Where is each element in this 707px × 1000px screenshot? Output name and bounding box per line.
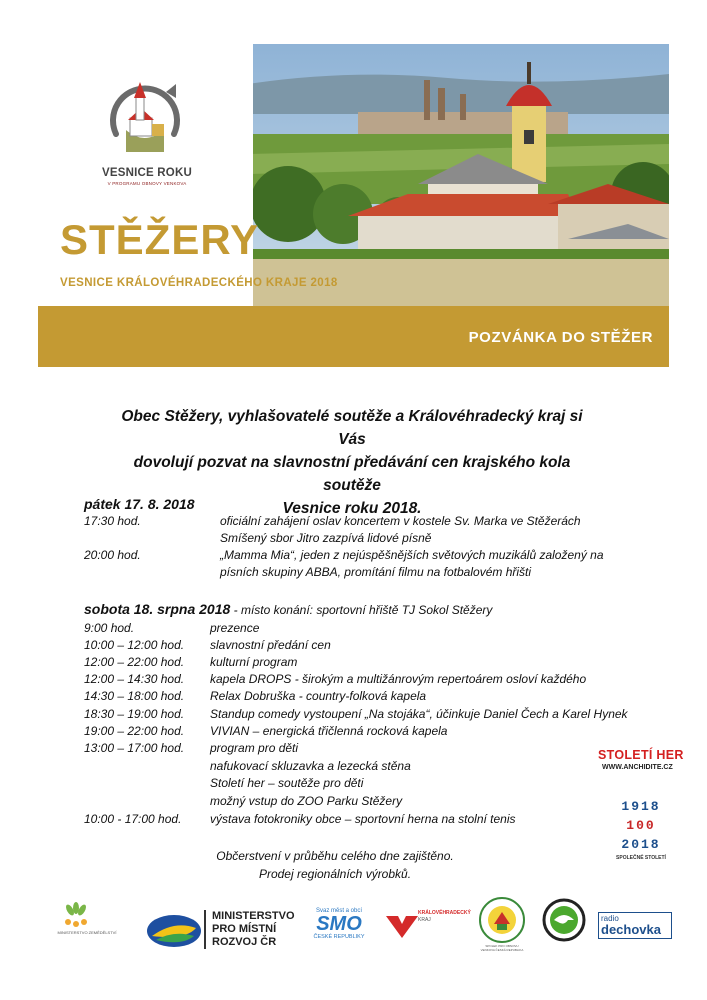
schedule-text: možný vstup do ZOO Parku Stěžery	[210, 794, 403, 808]
khk-sub: KRAJ	[418, 917, 431, 923]
schedule-text: oficiální zahájení oslav koncertem v kostele Sv. Marka ve Stěžerách	[220, 514, 581, 528]
schedule-time: 17:30 hod.	[84, 514, 141, 528]
stoleti-her-title: STOLETÍ HER	[598, 748, 684, 762]
smo-sub: ČESKÉ REPUBLIKY	[313, 934, 365, 940]
smo-logo	[308, 908, 370, 940]
friday-heading: pátek 17. 8. 2018	[84, 496, 195, 512]
products-line: Prodej regionálních výrobků.	[258, 866, 412, 881]
schedule-text: Standup comedy vystoupení „Na stojáka“, účinkuje Daniel Čech a Karel Hynek	[210, 707, 628, 721]
schedule-time: 9:00 hod.	[84, 621, 135, 635]
schedule-time: 13:00 – 17:00 hod.	[84, 741, 185, 755]
centenary-badge	[610, 797, 672, 862]
stoleti-her-url: WWW.ANCHIDITE.CZ	[602, 764, 673, 771]
schedule-text: „Mamma Mia“, jeden z nejúspěšnějších světových muzikálů založený na	[220, 548, 604, 562]
skoda-logo	[542, 898, 586, 942]
closing-note	[150, 848, 520, 883]
intro-line: Vesnice roku 2018.	[282, 500, 422, 517]
spov-label: SPOLEK PRO OBNOVU VENKOVA ČESKÁ REPUBLIKA	[480, 944, 524, 952]
radio-top: radio	[601, 914, 619, 923]
schedule-text: Století her – soutěže pro děti	[210, 776, 364, 790]
khk-arrow-icon	[384, 908, 420, 942]
saturday-date: sobota 18. srpna 2018	[84, 601, 231, 617]
intro-line: Obec Stěžery, vyhlašovatelé soutěže a Královéhradecký kraj si Vás	[121, 408, 583, 448]
wheat-icon	[56, 902, 118, 932]
schedule-time: 10:00 – 12:00 hod.	[84, 638, 185, 652]
logo-subtitle: V PROGRAMU OBNOVY VENKOVA	[107, 181, 187, 186]
mze-logo	[56, 902, 118, 935]
mmr-line2: PRO MÍSTNÍ	[212, 923, 277, 935]
smo-name: SMO	[316, 913, 362, 935]
schedule-time: 12:00 – 22:00 hod.	[84, 655, 185, 669]
village-subtitle: VESNICE KRÁLOVÉHRADECKÉHO KRAJE 2018	[60, 277, 338, 289]
smo-tag: Svaz měst a obcí	[315, 908, 363, 914]
year-span: 100	[626, 818, 656, 833]
khk-name: KRÁLOVÉHRADECKÝ	[418, 910, 471, 916]
schedule-time: 10:00 - 17:00 hod.	[84, 812, 182, 826]
logo-title: VESNICE ROKU	[102, 167, 192, 179]
radio-name: dechovka	[601, 922, 661, 937]
mmr-line3: ROZVOJ ČR	[212, 936, 277, 948]
schedule-time: 19:00 – 22:00 hod.	[84, 724, 185, 738]
schedule-time: 20:00 hod.	[84, 548, 141, 562]
schedule-text: program pro děti	[210, 741, 299, 755]
schedule-text: nafukovací skluzavka a lezecká stěna	[210, 759, 411, 773]
schedule-time: 12:00 – 14:30 hod.	[84, 672, 185, 686]
schedule-text: Smíšený sbor Jitro zazpívá lidové písně	[220, 531, 432, 545]
skoda-arrow-icon	[542, 898, 586, 942]
year-start: 1918	[621, 799, 661, 814]
schedule-text: Relax Dobruška - country-folková kapela	[210, 689, 427, 703]
year-end: 2018	[621, 837, 661, 852]
year-caption: SPOLEČNÉ STOLETÍ	[616, 855, 666, 861]
mze-label: MINISTERSTVO ZEMĚDĚLSTVÍ	[57, 930, 117, 935]
refreshments-line: Občerstvení v průběhu celého dne zajištěno.	[216, 849, 454, 863]
schedule-text: kapela DROPS - širokým a multižánrovým repertoárem osloví každého	[210, 672, 587, 686]
schedule-text: VIVIAN – energická třičlenná rocková kapela	[210, 724, 448, 738]
venue-note: - místo konání: sportovní hřiště TJ Sokol Stěžery	[230, 603, 493, 617]
header-banner	[38, 44, 669, 367]
mmr-eu-icon	[146, 914, 202, 948]
invitation-label: POZVÁNKA DO STĚŽER	[468, 329, 653, 346]
schedule-text: prezence	[210, 621, 260, 635]
schedule-text: výstava fotokroniky obce – sportovní herna na stolní tenis	[210, 812, 516, 826]
village-title: STĚŽERY	[60, 216, 260, 263]
intro-line: dovolují pozvat na slavnostní předávání cen krajského kola soutěže	[133, 454, 571, 494]
village-photo	[248, 44, 669, 306]
saturday-heading	[84, 601, 492, 617]
mmr-line1: MINISTERSTVO	[212, 910, 295, 922]
khk-logo	[384, 908, 471, 942]
vesnice-roku-logo-icon	[104, 74, 186, 168]
schedule-time: 14:30 – 18:00 hod.	[84, 689, 185, 703]
spov-logo	[478, 896, 526, 952]
schedule-text: písních skupiny ABBA, promítání filmu na fotbalovém hřišti	[220, 565, 532, 579]
schedule-text: slavnostní předání cen	[210, 638, 331, 652]
mmr-logo	[204, 910, 295, 949]
mmr-emblem	[146, 914, 202, 948]
schedule-text: kulturní program	[210, 655, 298, 669]
spov-circle-icon	[478, 896, 526, 944]
schedule-time: 18:30 – 19:00 hod.	[84, 707, 185, 721]
radio-dechovka-logo	[598, 912, 672, 939]
